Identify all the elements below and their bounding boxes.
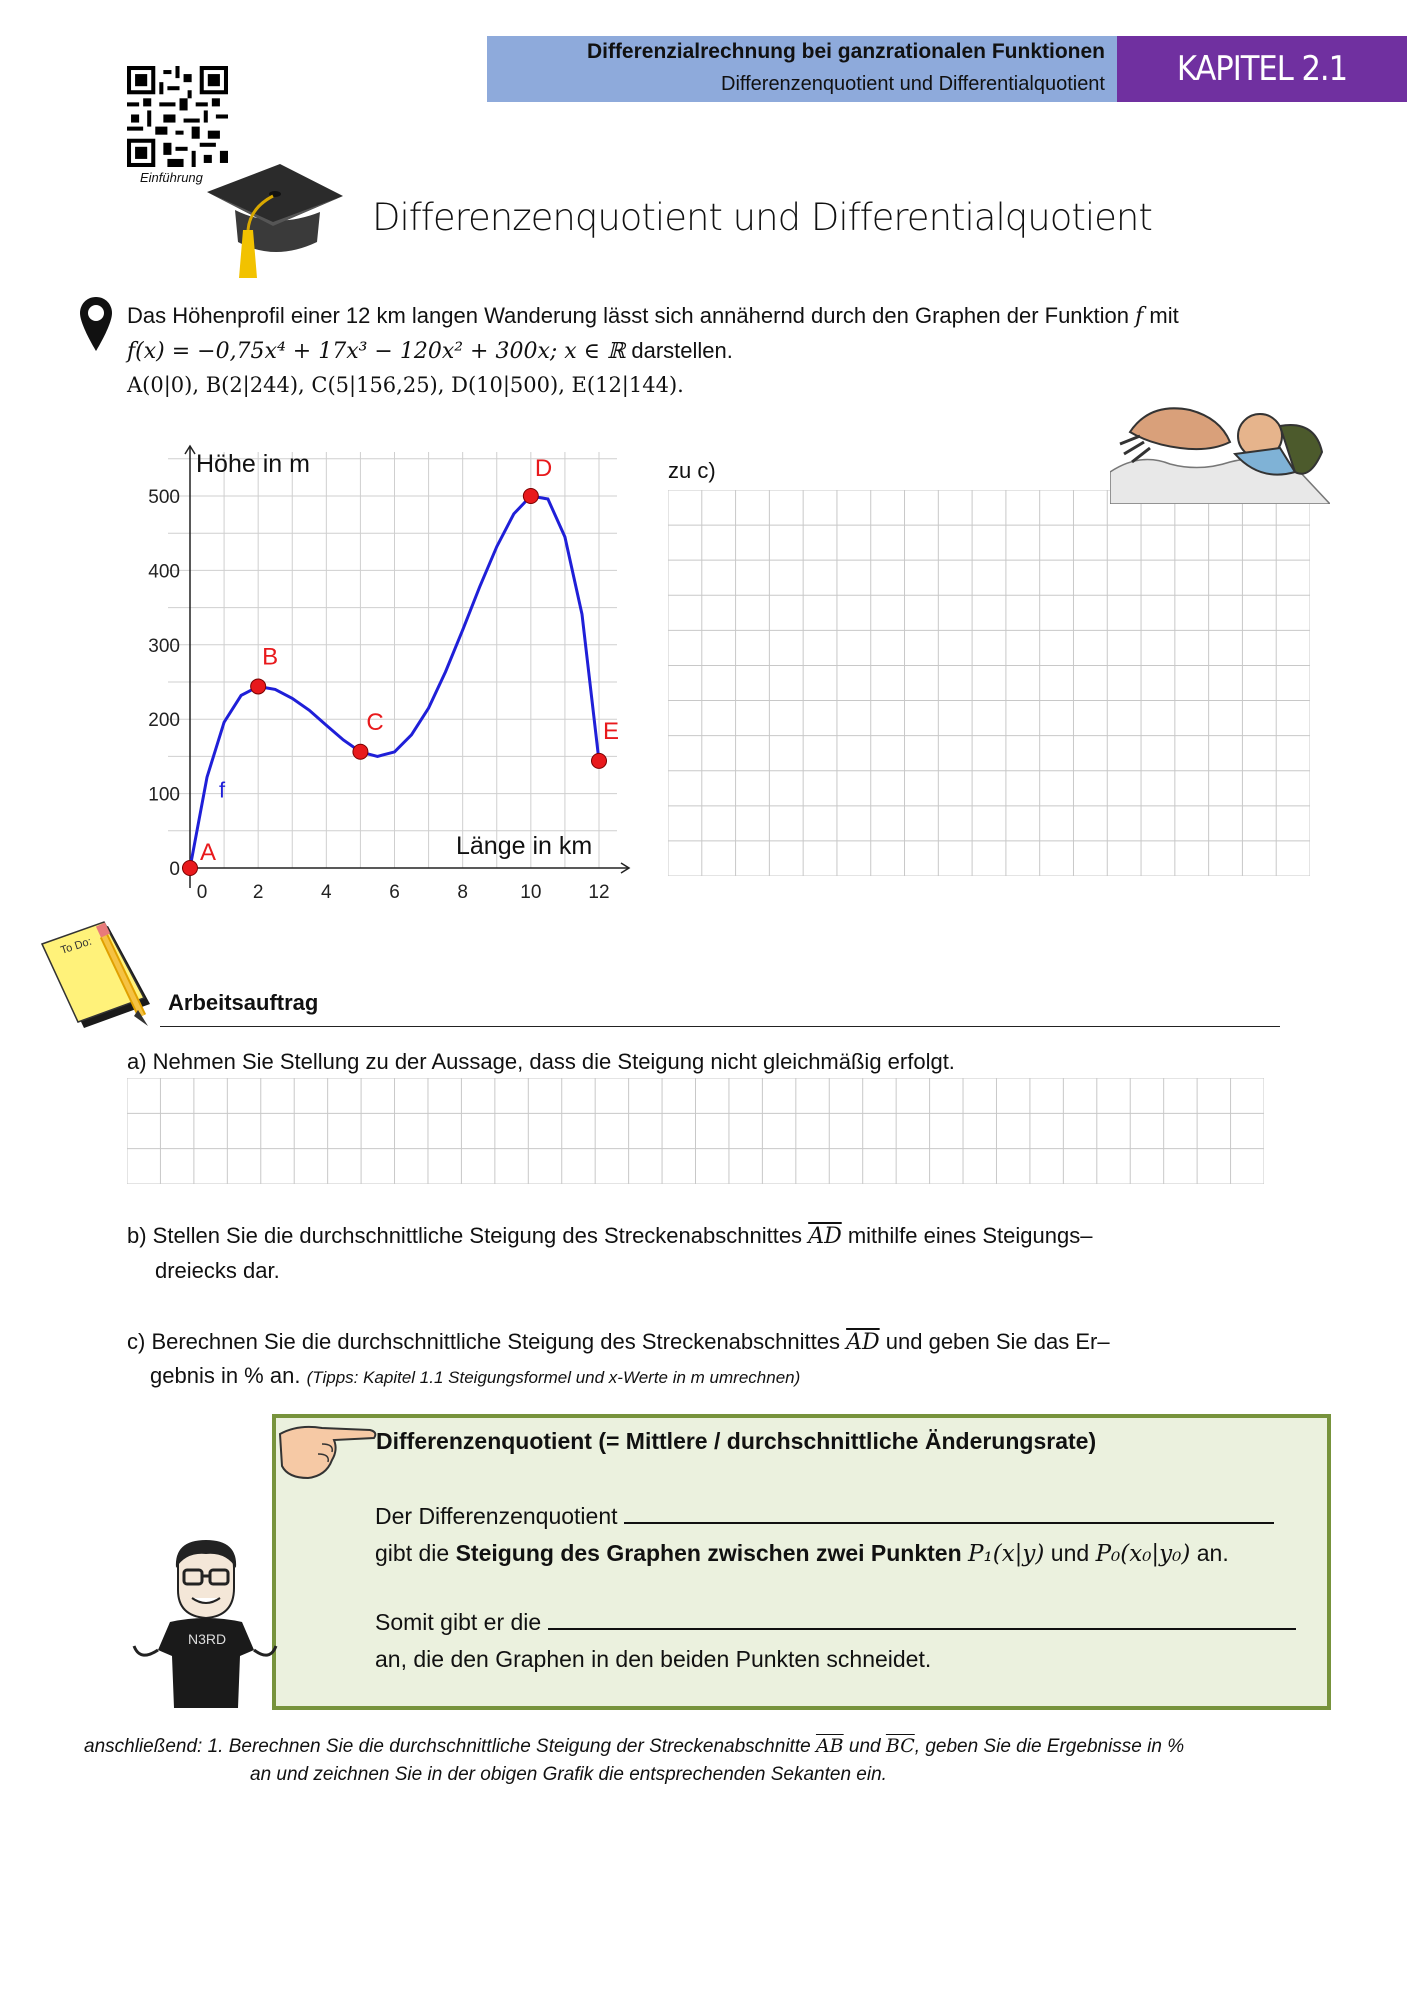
- point-A: [183, 861, 198, 876]
- definition-line2: gibt die Steigung des Graphen zwischen zwei Punkten P₁(x|y) und P₀(x₀|y₀) an.: [375, 1540, 1229, 1567]
- section-title: Differenzenquotient und Differentialquotient: [721, 73, 1105, 95]
- follow-up-task-line2: an und zeichnen Sie in der obigen Grafik die entsprechenden Sekanten ein.: [250, 1764, 887, 1785]
- point-list: A(0|0), B(2|244), C(5|156,25), D(10|500), E(12|144).: [127, 373, 684, 397]
- x-tick-label: 8: [457, 882, 468, 903]
- task-b-line2: dreiecks dar.: [155, 1258, 280, 1283]
- function-definition: f(x) = −0,75x⁴ + 17x³ − 120x² + 300x; x ∈ ℝ darstellen.: [127, 338, 733, 364]
- y-axis-label: Höhe in m: [196, 450, 310, 478]
- task-c-line1: c) Berechnen Sie die durchschnittliche Steigung des Streckenabschnittes $\overline{AD}$ und geben Sie das Er–: [127, 1329, 1110, 1355]
- x-tick-label: 2: [252, 882, 264, 903]
- x-tick-label: 6: [389, 882, 400, 903]
- qr-code-icon[interactable]: [127, 66, 228, 167]
- todo-note-icon: [38, 918, 158, 1030]
- fill-in-blank-2[interactable]: [548, 1606, 1296, 1630]
- x-tick-label: 4: [321, 882, 332, 903]
- chart-points: [183, 455, 620, 876]
- page-title: Differenzenquotient und Differentialquotient: [372, 196, 1152, 239]
- point-D: [523, 489, 538, 504]
- point-B: [251, 679, 266, 694]
- point-label-C: C: [366, 708, 384, 736]
- definition-line1: Der Differenzenquotient: [375, 1500, 1274, 1530]
- chapter-badge: KAPITEL 2.1: [1117, 36, 1407, 102]
- shirt-text: N3RD: [188, 1631, 227, 1647]
- task-c-tip: (Tipps: Kapitel 1.1 Steigungsformel und x-Werte in m umrechnen): [306, 1368, 801, 1387]
- y-tick-label: 200: [148, 710, 180, 732]
- graduation-cap-icon: [205, 160, 345, 285]
- task-heading: Arbeitsauftrag: [168, 990, 319, 1015]
- chart-grid: [168, 452, 620, 868]
- y-tick-label: 300: [148, 635, 180, 657]
- task-b-line1: b) Stellen Sie die durchschnittliche Steigung des Streckenabschnittes $\overline{AD}$ mithilfe eines Steigungs–: [127, 1223, 1093, 1249]
- answer-grid-a[interactable]: [127, 1078, 1264, 1184]
- definition-line3: Somit gibt er die: [375, 1606, 1296, 1636]
- point-E: [592, 753, 607, 768]
- chapter-title: Differenzialrechnung bei ganzrationalen Funktionen: [586, 40, 1105, 63]
- location-pin-icon: [78, 295, 114, 353]
- y-tick-label: 400: [148, 561, 180, 583]
- fill-in-blank-1[interactable]: [624, 1500, 1274, 1524]
- svg-text:To Do:: To Do:: [59, 935, 94, 957]
- height-profile-chart: [128, 442, 638, 904]
- definition-line4: an, die den Graphen in den beiden Punkten schneidet.: [375, 1646, 932, 1672]
- climber-illustration: [1110, 392, 1330, 504]
- nerd-character-illustration: [130, 1538, 280, 1710]
- y-tick-label: 0: [169, 859, 180, 880]
- x-tick-label: 12: [588, 882, 610, 903]
- task-divider: [160, 1026, 1280, 1027]
- intro-text: Das Höhenprofil einer 12 km langen Wanderung lässt sich annähernd durch den Graphen der Funktion f mit: [127, 303, 1179, 329]
- chart-axes: [182, 446, 629, 888]
- point-label-A: A: [200, 839, 217, 866]
- x-tick-label: 10: [520, 882, 542, 903]
- y-tick-label: 500: [148, 487, 180, 508]
- answer-grid-c[interactable]: [668, 490, 1310, 876]
- pointing-hand-icon: [278, 1420, 378, 1482]
- x-axis-label: Länge in km: [456, 832, 593, 860]
- follow-up-task-line1: anschließend: 1. Berechnen Sie die durchschnittliche Steigung der Streckenabschnitte $\overline{AB}$ und $\overline{BC}$, geben Sie die Ergebnisse in %: [84, 1735, 1185, 1757]
- definition-title: Differenzenquotient (= Mittlere / durchschnittliche Änderungsrate): [376, 1428, 1097, 1454]
- point-C: [353, 744, 368, 759]
- point-label-B: B: [262, 643, 279, 671]
- task-a: a) Nehmen Sie Stellung zu der Aussage, dass die Steigung nicht gleichmäßig erfolgt.: [127, 1049, 955, 1074]
- point-label-E: E: [603, 717, 620, 745]
- qr-caption: Einführung: [140, 170, 203, 185]
- answer-area-label: zu c): [668, 458, 716, 483]
- series-label-f: f: [218, 777, 226, 803]
- x-tick-label: 0: [196, 882, 208, 903]
- point-label-D: D: [534, 455, 553, 482]
- y-tick-label: 100: [148, 784, 180, 806]
- task-c-line2: gebnis in % an. (Tipps: Kapitel 1.1 Steigungsformel und x-Werte in m umrechnen): [150, 1363, 801, 1388]
